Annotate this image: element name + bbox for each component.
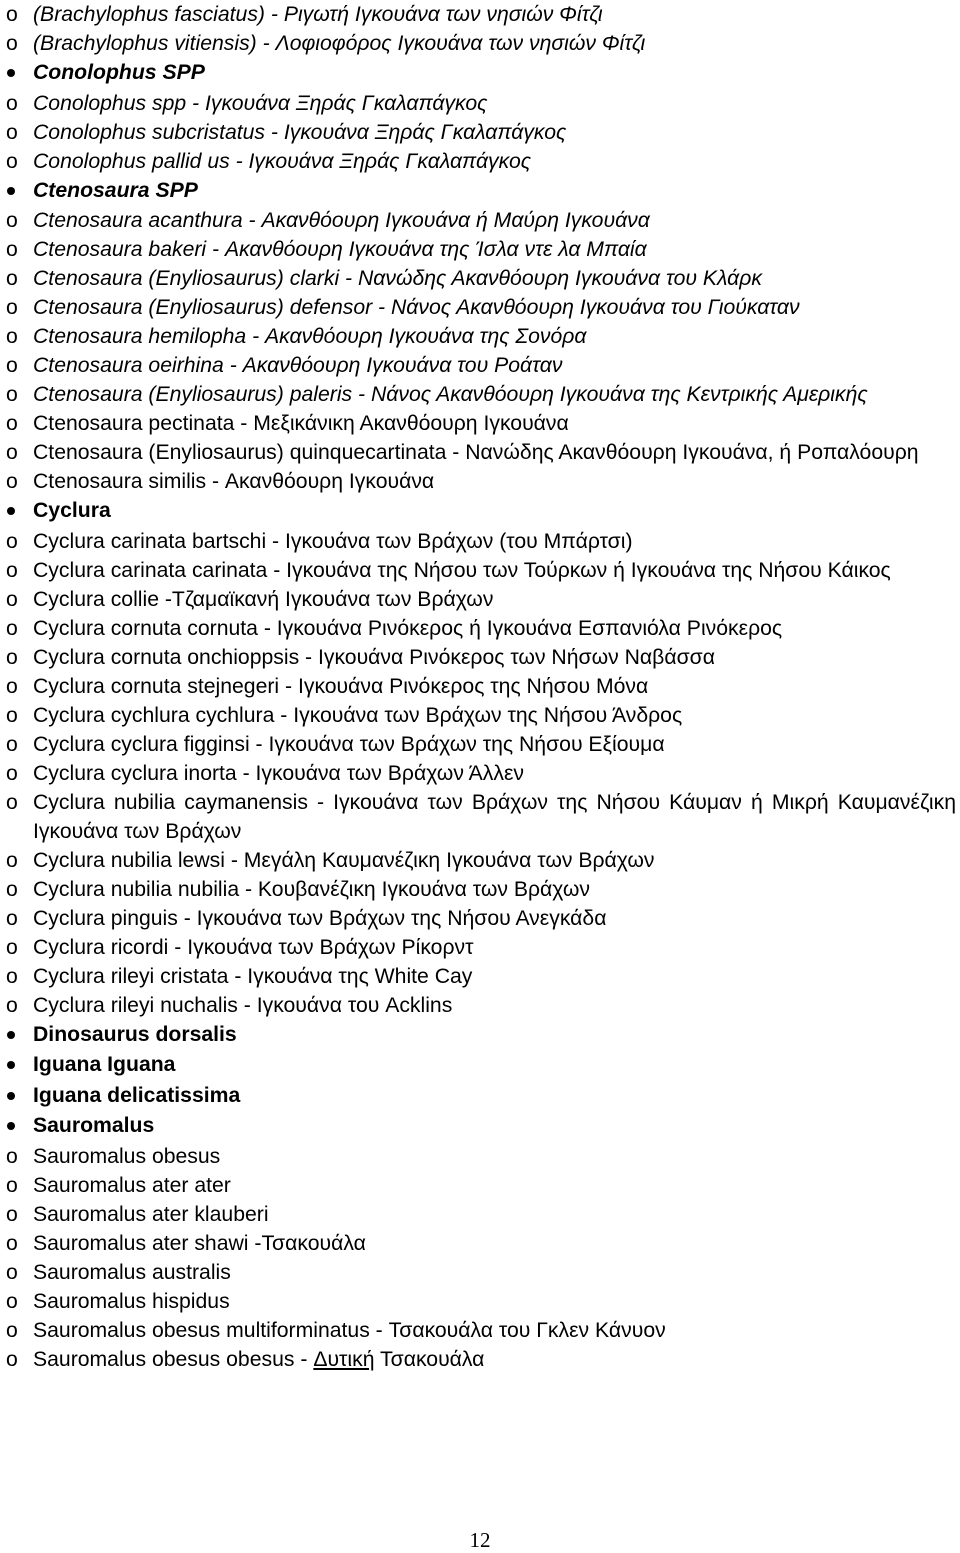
list-item-text: Conolophus subcristatus - Ιγκουάνα Ξηράς Γκαλαπάγκος <box>33 120 567 144</box>
list-heading <box>6 176 956 207</box>
list-item-text: Sauromalus ater shawi -Τσακουάλα <box>33 1231 366 1255</box>
circle-bullet-icon <box>6 89 26 118</box>
list-item-text: Cyclura <box>33 499 111 522</box>
list-item <box>6 933 956 962</box>
list-heading <box>6 1020 956 1051</box>
circle-bullet-icon <box>6 1200 26 1229</box>
list-item-text: Cyclura nubilia caymanensis - Ιγκουάνα των Βράχων της Νήσου Κάυμαν ή Μικρή Καυμανέζικη Ιγκουάνα των Βράχων <box>33 790 956 843</box>
list-item <box>6 846 956 875</box>
list-item-text: Cyclura pinguis - Ιγκουάνα των Βράχων της Νήσου Ανεγκάδα <box>33 906 607 930</box>
list-item-text: Iguana Iguana <box>33 1053 176 1076</box>
list-item-text: Sauromalus australis <box>33 1260 231 1284</box>
list-item <box>6 438 956 467</box>
circle-bullet-icon <box>6 962 26 991</box>
list-item <box>6 759 956 788</box>
list-item <box>6 1142 956 1171</box>
circle-bullet-icon <box>6 614 26 643</box>
list-item-text: Iguana delicatissima <box>33 1083 241 1107</box>
list-item <box>6 730 956 759</box>
list-item-text: Sauromalus ater klauberi <box>33 1202 269 1226</box>
list-item <box>6 1200 956 1229</box>
list-item <box>6 1258 956 1287</box>
circle-bullet-icon <box>6 1171 26 1200</box>
circle-bullet-icon <box>6 206 26 235</box>
list-item-text-tail: Τσακουάλα <box>374 1347 485 1371</box>
list-item-text: Ctenosaura (Enyliosaurus) clarki - Νανώδης Ακανθόουρη Ιγκουάνα του Κλάρκ <box>33 267 762 290</box>
list-item <box>6 643 956 672</box>
list-item-text: Ctenosaura bakeri - Ακανθόουρη Ιγκουάνα της Ίσλα ντε λα Μπαία <box>33 238 647 261</box>
circle-bullet-icon <box>6 672 26 701</box>
circle-bullet-icon <box>6 991 26 1020</box>
circle-bullet-icon <box>6 0 26 29</box>
list-item-text: Cyclura nubilia nubilia - Κουβανέζικη Ιγκουάνα των Βράχων <box>33 877 590 901</box>
circle-bullet-icon <box>6 1142 26 1171</box>
list-item <box>6 206 956 235</box>
list-item <box>6 1229 956 1258</box>
list-item-text: Ctenosaura (Enyliosaurus) quinquecartinata - Νανώδης Ακανθόουρη Ιγκουάνα, ή Ροπαλόουρη <box>33 441 919 464</box>
circle-bullet-icon <box>6 293 26 322</box>
circle-bullet-icon <box>6 264 26 293</box>
circle-bullet-icon <box>6 1316 26 1345</box>
list-item-text: Cyclura ricordi - Ιγκουάνα των Βράχων Ρίκορντ <box>33 935 474 959</box>
list-item-text: Ctenosaura oeirhina - Ακανθόουρη Ιγκουάνα του Ροάταν <box>33 354 563 377</box>
list-item <box>6 235 956 264</box>
list-item-text: Sauromalus <box>33 1114 155 1137</box>
list-item <box>6 788 956 846</box>
list-heading <box>6 1050 956 1081</box>
list-item <box>6 0 956 29</box>
circle-bullet-icon <box>6 527 26 556</box>
circle-bullet-icon <box>6 1229 26 1258</box>
circle-bullet-icon <box>6 351 26 380</box>
list-item-text: (Brachylophus fasciatus) - Ριγωτή Ιγκουάνα των νησιών Φίτζι <box>33 3 603 26</box>
circle-bullet-icon <box>6 118 26 147</box>
circle-bullet-icon <box>6 380 26 409</box>
list-item <box>6 585 956 614</box>
list-item-text: Cyclura cornuta stejnegeri - Ιγκουάνα Ρινόκερος της Νήσου Μόνα <box>33 674 649 698</box>
list-item-text: Sauromalus hispidus <box>33 1289 230 1313</box>
circle-bullet-icon <box>6 875 26 904</box>
list-item <box>6 527 956 556</box>
circle-bullet-icon <box>6 788 26 817</box>
list-item <box>6 467 956 496</box>
list-item-text: Conolophus spp - Ιγκουάνα Ξηράς Γκαλαπάγκος <box>33 91 488 115</box>
list-item <box>6 351 956 380</box>
list-item <box>6 904 956 933</box>
circle-bullet-icon <box>6 438 26 467</box>
circle-bullet-icon <box>6 585 26 614</box>
list-item-text: Cyclura carinata carinata - Ιγκουάνα της Νήσου των Τούρκων ή Ιγκουάνα της Νήσου Κάικος <box>33 558 891 582</box>
document-body <box>6 0 956 1374</box>
list-item <box>6 293 956 322</box>
circle-bullet-icon <box>6 730 26 759</box>
list-item-text: Ctenosaura pectinata - Μεξικάνικη Ακανθόουρη Ιγκουάνα <box>33 412 569 435</box>
list-item-text: Dinosaurus dorsalis <box>33 1022 237 1046</box>
list-item <box>6 1287 956 1316</box>
list-item-text: Cyclura cornuta cornuta - Ιγκουάνα Ρινόκερος ή Ιγκουάνα Εσπανιόλα Ρινόκερος <box>33 616 783 640</box>
list-item-text: Sauromalus obesus <box>33 1144 221 1168</box>
list-item-text: Cyclura carinata bartschi - Ιγκουάνα των Βράχων (του Μπάρτσι) <box>33 529 633 553</box>
circle-bullet-icon <box>6 147 26 176</box>
list-heading <box>6 58 956 89</box>
list-item-text: (Brachylophus vitiensis) - Λοφιοφόρος Ιγκουάνα των νησιών Φίτζι <box>33 32 646 55</box>
list-item-text: Ctenosaura (Enyliosaurus) defensor - Νάνος Ακανθόουρη Ιγκουάνα του Γιούκαταν <box>33 296 800 319</box>
circle-bullet-icon <box>6 904 26 933</box>
list-item-text: Cyclura cychlura cychlura - Ιγκουάνα των Βράχων της Νήσου Άνδρος <box>33 703 683 727</box>
circle-bullet-icon <box>6 556 26 585</box>
list-item-text: Cyclura rileyi nuchalis - Ιγκουάνα του Acklins <box>33 993 453 1017</box>
list-item-text: Sauromalus ater ater <box>33 1173 231 1197</box>
list-item <box>6 147 956 176</box>
circle-bullet-icon <box>6 643 26 672</box>
list-item <box>6 322 956 351</box>
list-item-text: Conolophus SPP <box>33 61 205 84</box>
list-item-text: Cyclura rileyi cristata - Ιγκουάνα της White Cay <box>33 964 473 988</box>
list-item <box>6 614 956 643</box>
list-item <box>6 380 956 409</box>
underlined-text: Δυτική <box>313 1347 375 1371</box>
list-item <box>6 1345 956 1374</box>
list-item-text: Conolophus pallid us - Ιγκουάνα Ξηράς Γκαλαπάγκος <box>33 149 532 173</box>
list-item-text: Ctenosaura acanthura - Ακανθόουρη Ιγκουάνα ή Μαύρη Ιγκουάνα <box>33 209 650 232</box>
circle-bullet-icon <box>6 235 26 264</box>
list-item-text: Cyclura nubilia lewsi - Μεγάλη Καυμανέζικη Ιγκουάνα των Βράχων <box>33 848 655 872</box>
list-item-text: Cyclura cyclura inorta - Ιγκουάνα των Βράχων Άλλεν <box>33 761 524 785</box>
list-item-text: Cyclura cornuta onchioppsis - Ιγκουάνα Ρινόκερος των Νήσων Ναβάσσα <box>33 645 716 669</box>
list-item <box>6 962 956 991</box>
list-item <box>6 701 956 730</box>
list-item <box>6 875 956 904</box>
list-heading <box>6 1111 956 1142</box>
circle-bullet-icon <box>6 1258 26 1287</box>
list-item <box>6 1171 956 1200</box>
circle-bullet-icon <box>6 1287 26 1316</box>
list-item <box>6 118 956 147</box>
list-item <box>6 264 956 293</box>
list-item-text: Cyclura cyclura figginsi - Ιγκουάνα των Βράχων της Νήσου Εξίουμα <box>33 732 665 756</box>
list-item-text: Sauromalus obesus multiforminatus - Τσακουάλα του Γκλεν Κάνυον <box>33 1318 666 1342</box>
circle-bullet-icon <box>6 933 26 962</box>
list-item <box>6 89 956 118</box>
list-item <box>6 29 956 58</box>
list-item <box>6 1316 956 1345</box>
circle-bullet-icon <box>6 759 26 788</box>
list-item-text: Cyclura collie -Τζαμαϊκανή Ιγκουάνα των Βράχων <box>33 587 494 611</box>
list-item-text: Ctenosaura (Enyliosaurus) paleris - Νάνος Ακανθόουρη Ιγκουάνα της Κεντρικής Αμερικής <box>33 383 868 406</box>
list-heading <box>6 1081 956 1112</box>
circle-bullet-icon <box>6 701 26 730</box>
list-item <box>6 991 956 1020</box>
list-item-text: Sauromalus obesus obesus - <box>33 1347 314 1371</box>
circle-bullet-icon <box>6 409 26 438</box>
list-item-text: Ctenosaura SPP <box>33 178 198 202</box>
list-heading <box>6 496 956 527</box>
circle-bullet-icon <box>6 322 26 351</box>
page-number: 12 <box>469 1528 491 1552</box>
list-item <box>6 409 956 438</box>
list-item <box>6 672 956 701</box>
circle-bullet-icon <box>6 467 26 496</box>
circle-bullet-icon <box>6 1345 26 1374</box>
circle-bullet-icon <box>6 29 26 58</box>
list-item-text: Ctenosaura similis - Ακανθόουρη Ιγκουάνα <box>33 470 435 493</box>
list-item-text: Ctenosaura hemilopha - Ακανθόουρη Ιγκουάνα της Σονόρα <box>33 325 587 348</box>
circle-bullet-icon <box>6 846 26 875</box>
list-item <box>6 556 956 585</box>
